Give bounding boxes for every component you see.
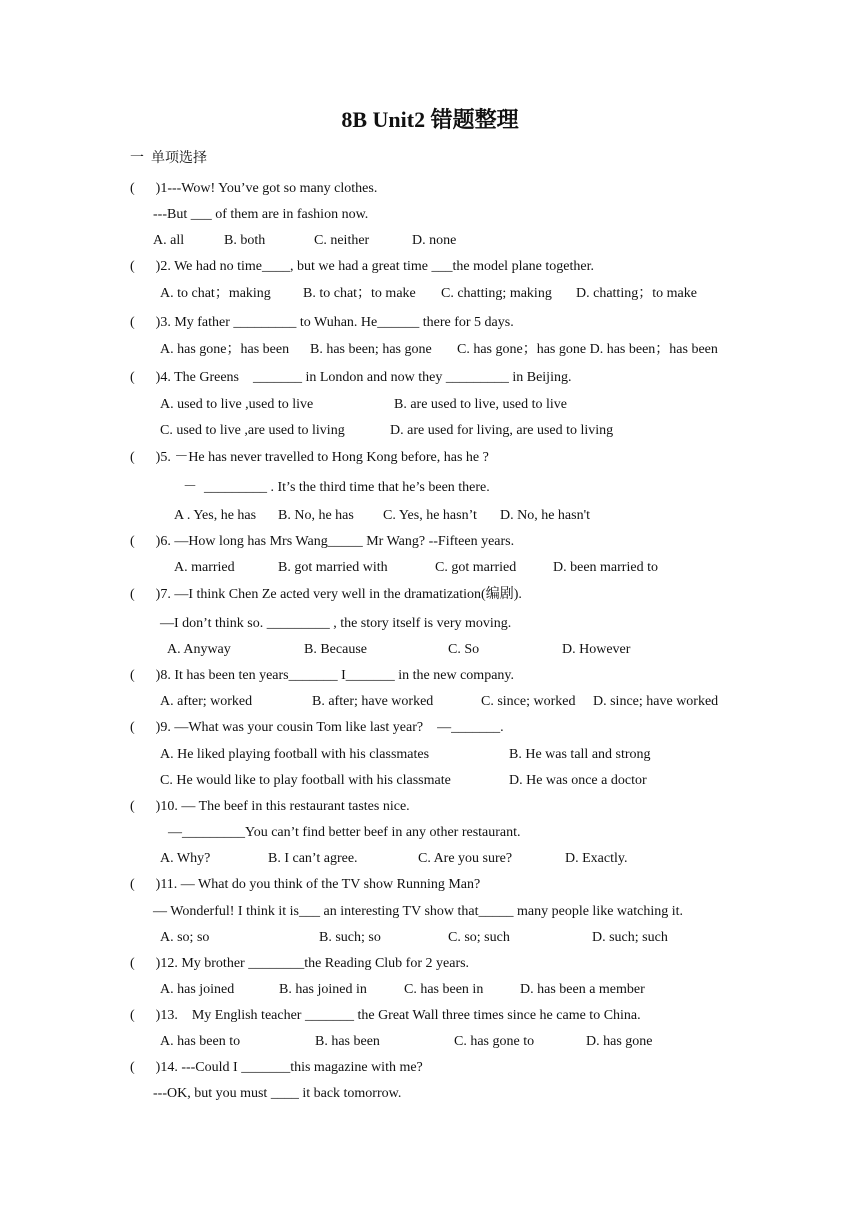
option-d: D. He was once a doctor [509,773,647,788]
option-a: A . Yes, he has [174,508,257,523]
option-d: D. none [412,233,457,248]
option-b: B. such; so [319,930,381,945]
option-d: D. No, he hasn't [500,508,591,523]
question-2: ( )2. We had no time____, but we had a great time ___the model plane together. [130,259,594,274]
option-d: D. However [562,642,631,657]
question-8: ( )8. It has been ten years_______ I_______ in the new company. [130,668,514,683]
option-a: A. to chat；making [160,286,271,301]
option-a: A. has been to [160,1034,241,1049]
question-1-reply: ---But ___ of them are in fashion now. [153,207,369,222]
option-d: D. has been a member [520,982,645,997]
question-3: ( )3. My father _________ to Wuhan. He______ there for 5 days. [130,315,514,330]
option-c: C. Yes, he hasn’t [383,508,477,523]
option-c: C. used to live ,are used to living [160,423,345,438]
option-b: B. to chat；to make [303,286,416,301]
option-b: B. has been; has gone [310,342,432,357]
option-c: C. So [448,642,480,657]
option-d: D. Exactly. [565,851,628,866]
option-c: C. got married [435,560,517,575]
question-11: ( )11. — What do you think of the TV show Running Man? [130,877,481,892]
option-a: A. so; so [160,930,210,945]
option-b: B. are used to live, used to live [394,397,568,412]
question-12: ( )12. My brother ________the Reading Club for 2 years. [130,956,470,971]
option-a: A. Anyway [167,642,231,657]
option-c: C. has been in [404,982,484,997]
option-d: D. are used for living, are used to living [390,423,614,438]
option-b: B. got married with [278,560,388,575]
option-a: A. He liked playing football with his classmates [160,747,430,762]
section-heading: 一 单项选择 [130,151,207,166]
option-b: B. has joined in [279,982,367,997]
option-d: D. since; have worked [593,694,719,709]
question-6: ( )6. —How long has Mrs Wang_____ Mr Wang? --Fifteen years. [130,534,515,549]
question-14-reply: ---OK, but you must ____ it back tomorrow. [153,1086,402,1101]
question-7-reply: —I don’t think so. _________ , the story itself is very moving. [160,616,512,631]
option-c: C. He would like to play football with his classmate [160,773,451,788]
option-a: A. after; worked [160,694,253,709]
option-a: A. has joined [160,982,235,997]
question-7: ( )7. —I think Chen Ze acted very well in the dramatization(编剧). [130,587,522,602]
option-a: A. used to live ,used to live [160,397,314,412]
option-a: A. married [174,560,235,575]
option-b: B. No, he has [278,508,354,523]
option-d: D. has gone [586,1034,653,1049]
option-b: B. Because [304,642,367,657]
option-c: C. so; such [448,930,510,945]
option-b: B. I can’t agree. [268,851,358,866]
question-10-reply: —_________You can’t find better beef in any other restaurant. [168,825,521,840]
option-c: C. has gone to [454,1034,535,1049]
option-c: C. neither [314,233,370,248]
option-b: B. He was tall and strong [509,747,651,762]
question-13: ( )13. My English teacher _______ the Great Wall three times since he came to China. [130,1008,641,1023]
option-c: C. has gone；has gone D. has been；has been [457,342,718,357]
option-a: A. Why? [160,851,211,866]
question-5: ( )5. －He has never travelled to Hong Kong before, has he ? [130,450,489,465]
option-b: B. after; have worked [312,694,434,709]
option-b: B. has been [315,1034,380,1049]
option-c: C. chatting; making [441,286,552,301]
question-14: ( )14. ---Could I _______this magazine with me? [130,1060,423,1075]
option-a: A. has gone；has been [160,342,290,357]
page-title: 8B Unit2 错题整理 [341,107,519,132]
option-b: B. both [224,233,266,248]
question-1: ( )1---Wow! You’ve got so many clothes. [130,181,378,196]
question-4: ( )4. The Greens _______ in London and now they _________ in Beijing. [130,370,572,385]
question-11-reply: — Wonderful! I think it is___ an interesting TV show that_____ many people like watching it. [153,904,684,919]
option-d: D. such; such [592,930,668,945]
option-d: D. chatting；to make [576,286,697,301]
option-a: A. all [153,233,185,248]
question-9: ( )9. —What was your cousin Tom like last year? —_______. [130,720,504,735]
question-5-reply: － _________ . It’s the third time that he’s been there. [183,480,490,495]
option-c: C. since; worked [481,694,576,709]
option-d: D. been married to [553,560,658,575]
question-10: ( )10. — The beef in this restaurant tastes nice. [130,799,410,814]
option-c: C. Are you sure? [418,851,513,866]
